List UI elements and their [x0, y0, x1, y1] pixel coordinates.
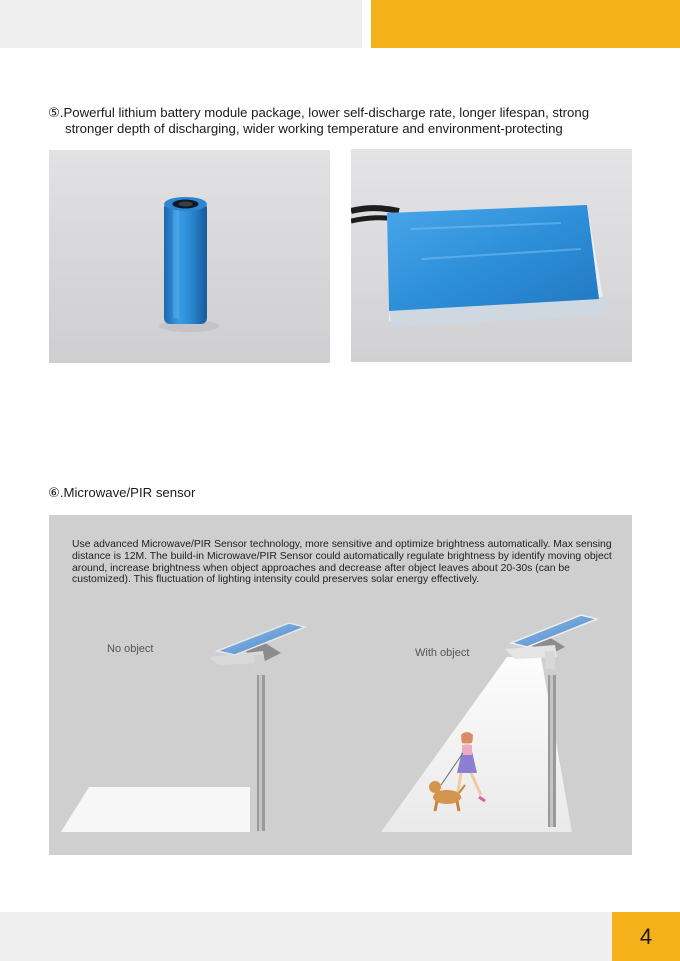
section-5-heading [48, 105, 648, 137]
battery-pack-image [351, 149, 632, 362]
battery-cell-photo [49, 150, 330, 363]
section-5-heading-line-2: stronger depth of discharging, wider working temperature and environment-protecting [65, 121, 563, 136]
battery-pack-photo [351, 149, 632, 362]
with-object-label: With object [415, 647, 470, 659]
sensor-illustration-panel [49, 515, 632, 855]
footer-band [0, 912, 612, 961]
header-band [0, 0, 362, 48]
footer-accent-band [612, 912, 680, 961]
cylindrical-battery-image [49, 150, 330, 363]
no-object-label: No object [107, 643, 154, 655]
page-number: 4 [639, 923, 653, 949]
section-6-heading: ⑥.Microwave/PIR sensor [48, 485, 196, 500]
section-5-heading-line-1: ⑤.Powerful lithium battery module package, lower self-discharge rate, longer lifespan, strong [48, 105, 590, 120]
header-accent-band [371, 0, 680, 48]
sensor-description: Use advanced Microwave/PIR Sensor technology, more sensitive and optimize brightness automatically. Max sensing distance is 12M. The build-in Microwave/PIR Sensor could automatically regulate brightness by identify moving object around, increase brightness when object approaches and decrease after object leaves about 20-30s (can be customized). This fluctuation of lighting intensity could preserves solar energy effectively. [72, 539, 612, 586]
